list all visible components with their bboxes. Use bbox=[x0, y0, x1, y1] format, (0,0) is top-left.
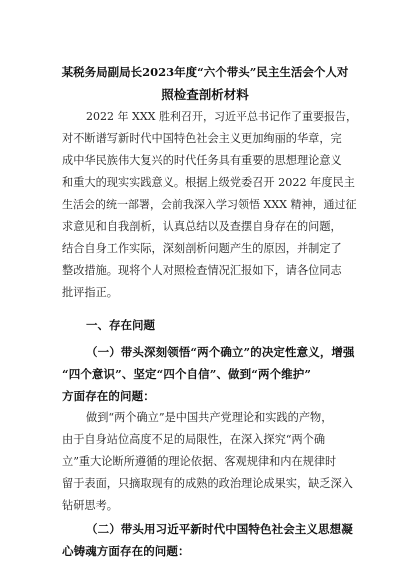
intro-line: 2022 年 XXX 胜利召开，习近平总书记作了重要报告， bbox=[86, 110, 357, 123]
subsection-heading-2 bbox=[62, 518, 362, 562]
body-line: 留于表面，只摘取现有的成熟的政治理论成果实，缺乏深入 bbox=[62, 477, 353, 490]
intro-paragraph bbox=[62, 106, 358, 304]
intro-line: 对不断谱写新时代中国特色社会主义更加绚丽的华章，完 bbox=[62, 132, 342, 145]
intro-line: 整改措施。现将个人对照检查情况汇报如下，请各位同志 bbox=[62, 264, 342, 277]
intro-line: 生活会的统一部署，会前我深入学习领悟 XXX 精神，通过征 bbox=[62, 198, 357, 211]
subsection-1-line: 方面存在的问题： bbox=[62, 389, 155, 403]
body-line: 立”重大论断所遵循的理论依据、客观规律和内在规律时 bbox=[62, 455, 337, 468]
subsection-2-line: （二）带头用习近平新时代中国特色社会主义思想凝 bbox=[86, 522, 353, 536]
subsection-2-line: 心铸魂方面存在的问题： bbox=[62, 544, 190, 558]
body-line: 由于自身站位高度不足的局限性，在深入探究“两个确 bbox=[62, 433, 326, 446]
document-title-line-2: 照检查剖析材料 bbox=[161, 87, 249, 102]
subsection-1-line: “四个意识”、坚定“四个自信”、做到“两个维护” bbox=[62, 367, 312, 381]
intro-line: 和重大的现实实践意义。根据上级党委召开 2022 年度民主 bbox=[62, 176, 355, 189]
intro-line: 结合自身工作实际，深刻剖析问题产生的原因，并制定了 bbox=[62, 242, 342, 255]
intro-line: 成中华民族伟大复兴的时代任务具有重要的思想理论意义 bbox=[62, 154, 342, 167]
subsection-1-body bbox=[62, 407, 358, 517]
subsection-heading-1 bbox=[62, 341, 362, 407]
section-heading-problems: 一、存在问题 bbox=[86, 318, 155, 332]
subsection-1-line: （一）带头深刻领悟“两个确立”的决定性意义，增强 bbox=[86, 345, 355, 359]
document-title-line-1: 某税务局副局长2023年度“六个带头”民主生活会个人对 bbox=[61, 65, 349, 79]
body-line: 钻研思考。 bbox=[62, 499, 118, 512]
intro-line: 求意见和自我剖析，认真总结以及查摆自身存在的问题， bbox=[62, 220, 342, 233]
intro-line: 批评指正。 bbox=[62, 286, 118, 299]
body-line: 做到“两个确立”是中国共产党理论和实践的产物， bbox=[86, 411, 333, 424]
